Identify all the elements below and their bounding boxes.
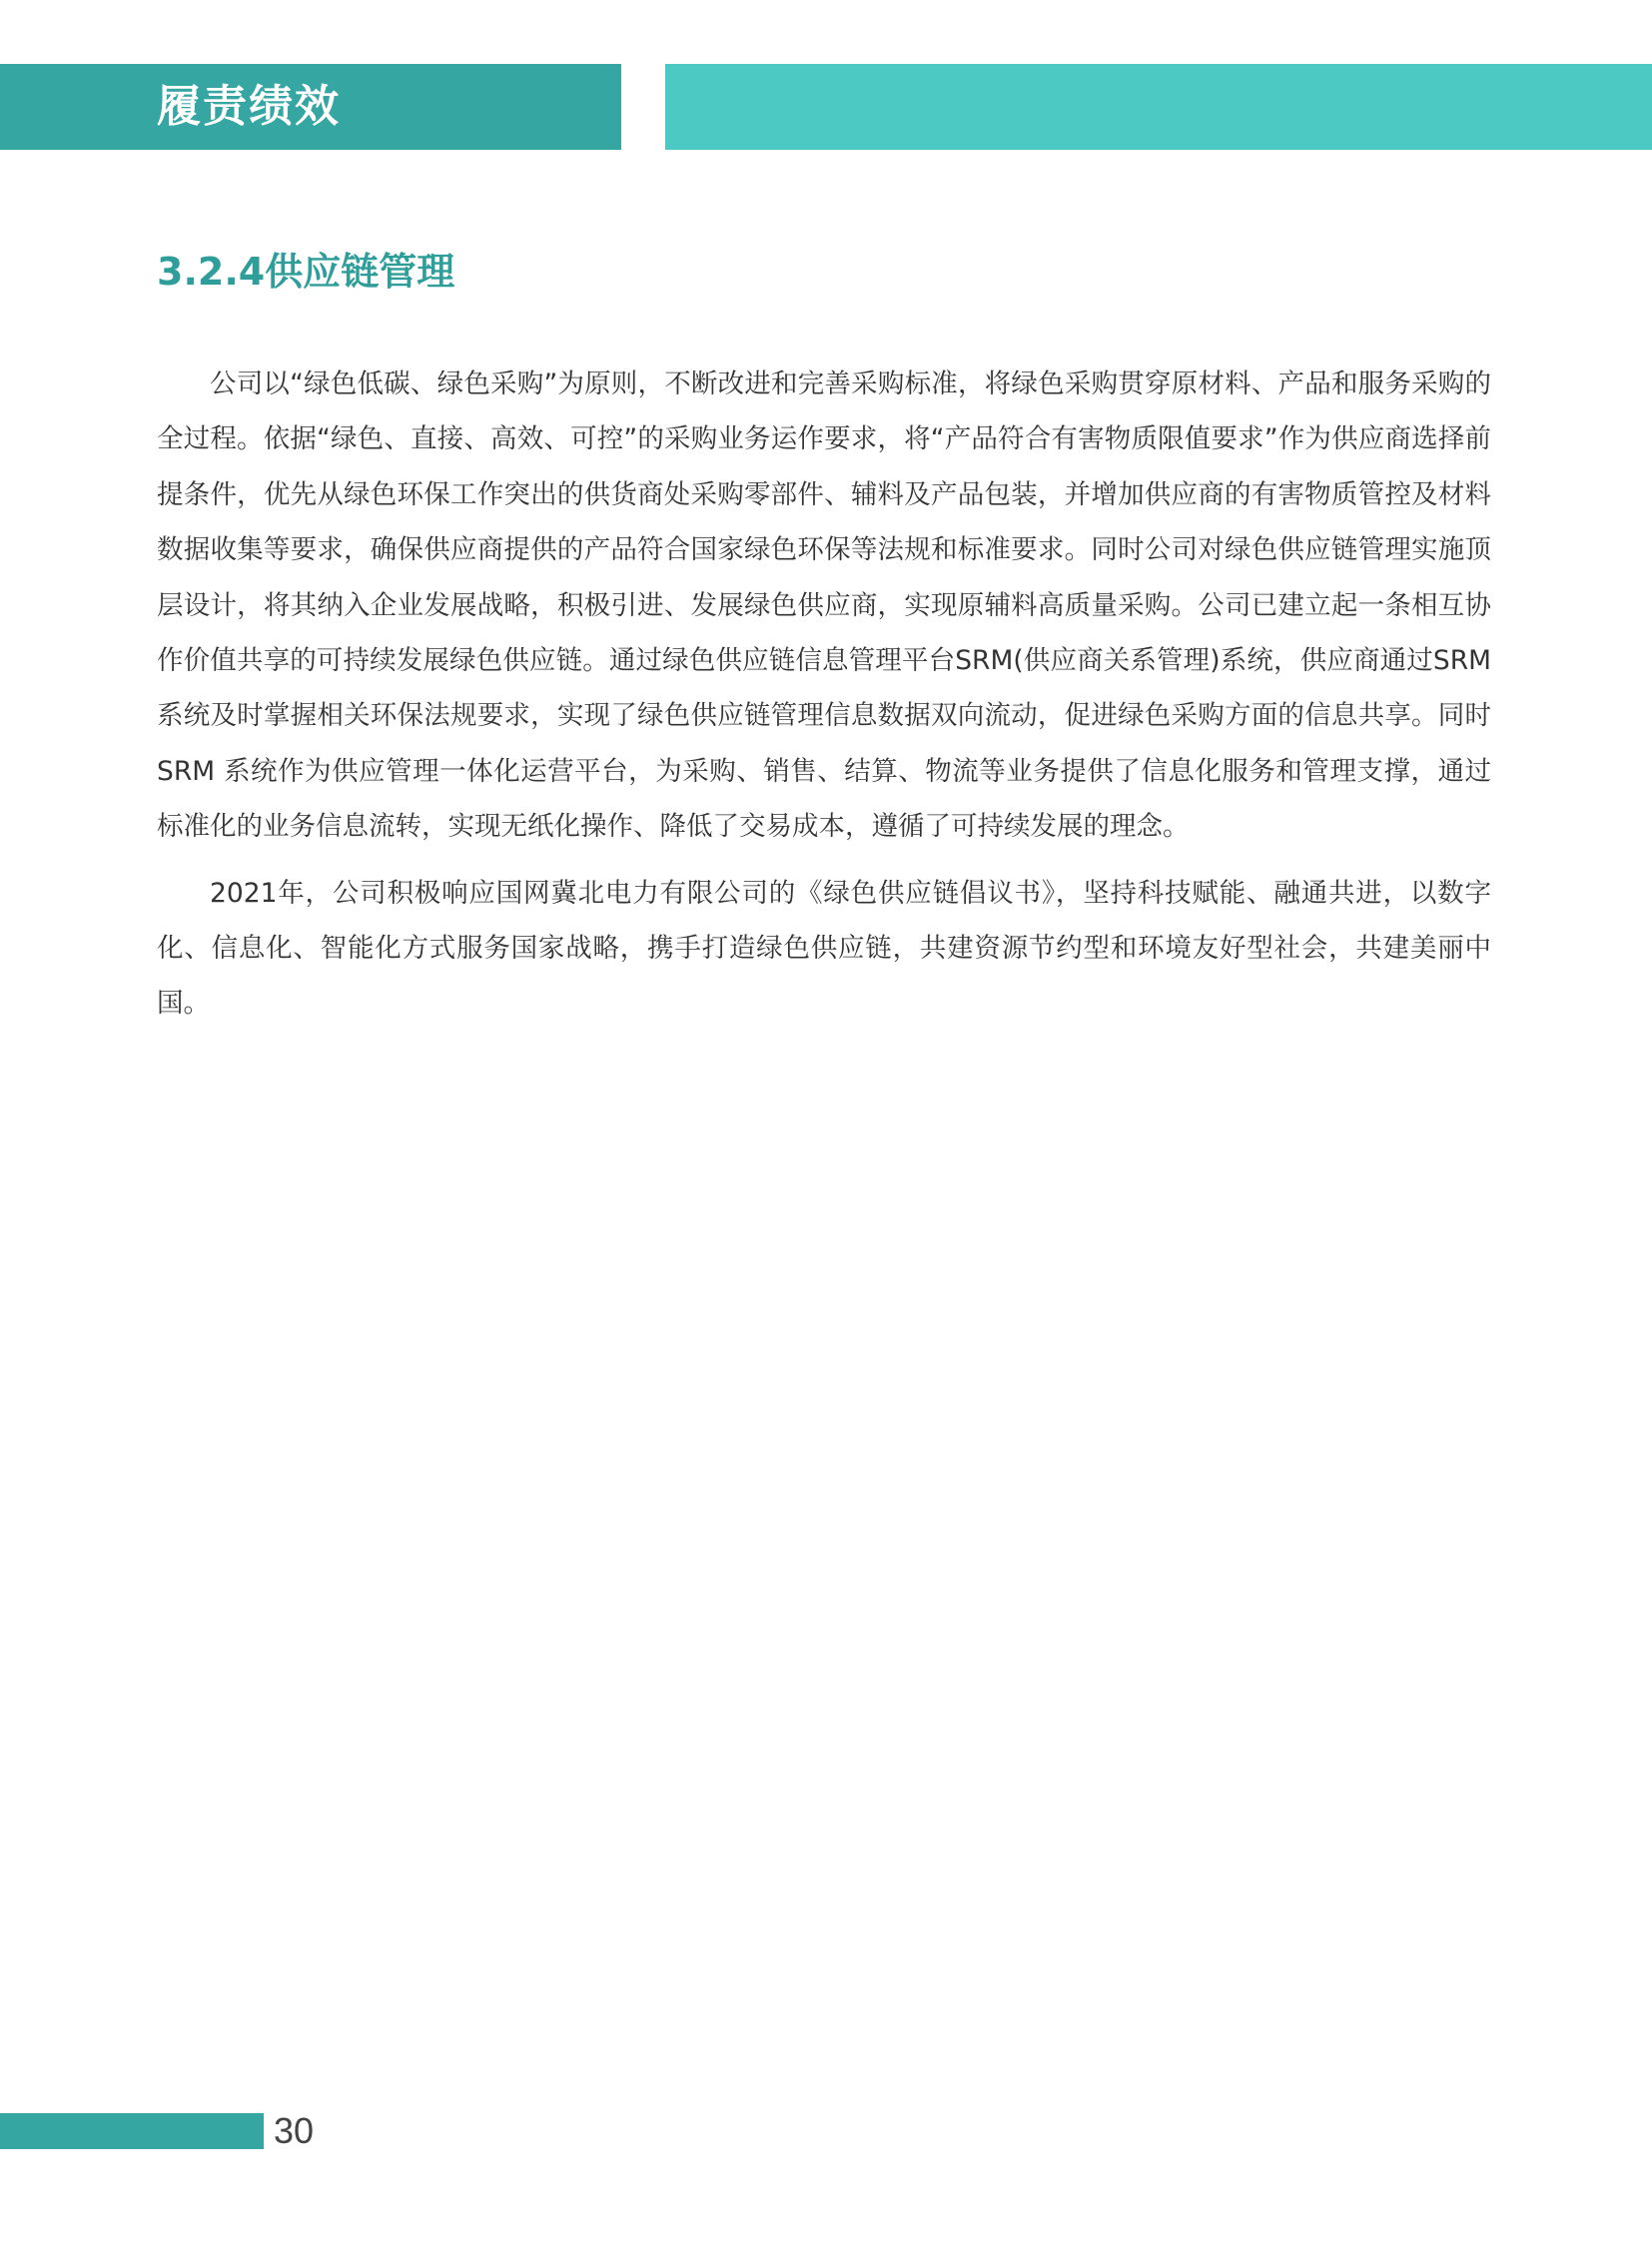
body-text bbox=[157, 357, 1491, 1043]
header-title: 履责绩效 bbox=[157, 81, 341, 132]
footer-bar bbox=[0, 2113, 264, 2149]
page-number: 30 bbox=[274, 2110, 315, 2151]
paragraph-2: 2021年，公司积极响应国网冀北电力有限公司的《绿色供应链倡议书》，坚持科技赋能、融通共进，以数字化、信息化、智能化方式服务国家战略，携手打造绿色供应链，共建资源节约型和环境友好型社会，共建美丽中国。 bbox=[157, 877, 1491, 1020]
header-accent-bar bbox=[665, 64, 1652, 150]
section-title: 3.2.4供应链管理 bbox=[157, 250, 455, 294]
paragraph-1: 公司以“绿色低碳、绿色采购”为原则，不断改进和完善采购标准，将绿色采购贯穿原材料、产品和服务采购的全过程。依据“绿色、直接、高效、可控”的采购业务运作要求，将“产品符合有害物质限值要求”作为供应商选择前提条件，优先从绿色环保工作突出的供货商处采购零部件、辅料及产品包装，并增加供应商的有害物质管控及材料数据收集等要求，确保供应商提供的产品符合国家绿色环保等法规和标准要求。同时公司对绿色供应链管理实施顶层设计，将其纳入企业发展战略，积极引进、发展绿色供应商，实现原辅料高质量采购。公司已建立起一条相互协作价值共享的可持续发展绿色供应链。通过绿色供应链信息管理平台SRM(供应商关系管理)系统，供应商通过SRM 系统及时掌握相关环保法规要求，实现了绿色供应链管理信息数据双向流动，促进绿色采购方面的信息共享。同时SRM 系统作为供应管理一体化运营平台，为采购、销售、结算、物流等业务提供了信息化服务和管理支撑，通过标准化的业务信息流转，实现无纸化操作、降低了交易成本，遵循了可持续发展的理念。 bbox=[157, 369, 1491, 843]
header-banner bbox=[0, 64, 621, 150]
